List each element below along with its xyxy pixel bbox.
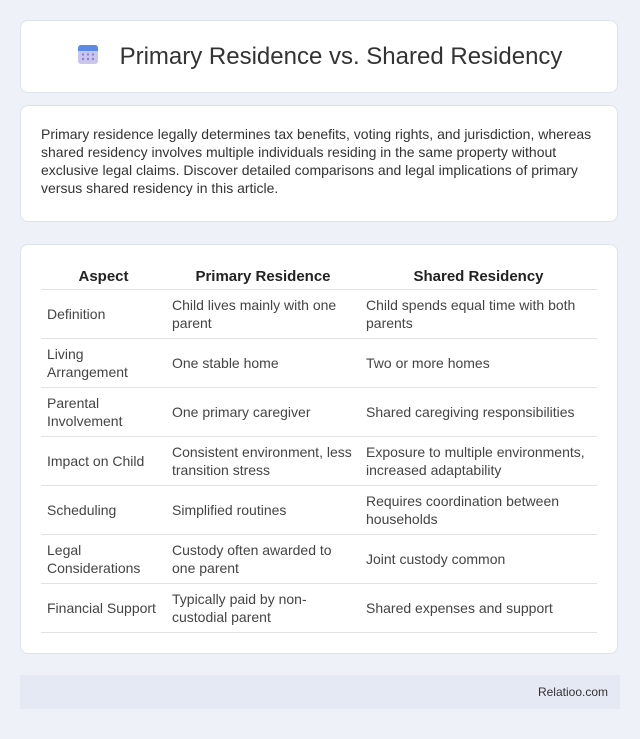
aspect-cell: Financial Support: [41, 584, 166, 633]
table-header-row: [41, 263, 597, 290]
aspect-cell: Living Arrangement: [41, 339, 166, 388]
aspect-cell: Impact on Child: [41, 437, 166, 486]
comparison-table: [41, 263, 597, 633]
table-row: [41, 290, 597, 339]
header-shared-residency: Shared Residency: [360, 263, 597, 290]
aspect-cell: Scheduling: [41, 486, 166, 535]
shared-cell: Child spends equal time with both parents: [360, 290, 597, 339]
primary-cell: Simplified routines: [166, 486, 360, 535]
header-aspect: Aspect: [41, 263, 166, 290]
primary-cell: Custody often awarded to one parent: [166, 535, 360, 584]
calendar-icon: [76, 42, 100, 71]
header-primary-residence: Primary Residence: [166, 263, 360, 290]
primary-cell: One primary caregiver: [166, 388, 360, 437]
intro-card: [20, 105, 618, 222]
aspect-cell: Parental Involvement: [41, 388, 166, 437]
table-row: [41, 486, 597, 535]
table-row: [41, 535, 597, 584]
primary-cell: Typically paid by non-custodial parent: [166, 584, 360, 633]
intro-text: Primary residence legally determines tax benefits, voting rights, and jurisdiction, whereas shared residency involves multiple individuals residing in the same property without exclusive legal claims. Discover detailed comparisons and legal implications of primary versus shared residency in this article.: [41, 126, 592, 196]
table-row: [41, 339, 597, 388]
comparison-card: [20, 244, 618, 654]
shared-cell: Two or more homes: [360, 339, 597, 388]
primary-cell: Child lives mainly with one parent: [166, 290, 360, 339]
primary-cell: Consistent environment, less transition stress: [166, 437, 360, 486]
table-row: [41, 388, 597, 437]
shared-cell: Shared expenses and support: [360, 584, 597, 633]
shared-cell: Shared caregiving responsibilities: [360, 388, 597, 437]
shared-cell: Joint custody common: [360, 535, 597, 584]
footer: [20, 675, 620, 709]
aspect-cell: Legal Considerations: [41, 535, 166, 584]
aspect-cell: Definition: [41, 290, 166, 339]
footer-brand[interactable]: Relatioo.com: [537, 685, 608, 699]
title-card: [20, 20, 618, 93]
primary-cell: One stable home: [166, 339, 360, 388]
shared-cell: Exposure to multiple environments, increased adaptability: [360, 437, 597, 486]
page-title: Primary Residence vs. Shared Residency: [119, 42, 563, 70]
table-row: [41, 584, 597, 633]
shared-cell: Requires coordination between households: [360, 486, 597, 535]
table-row: [41, 437, 597, 486]
